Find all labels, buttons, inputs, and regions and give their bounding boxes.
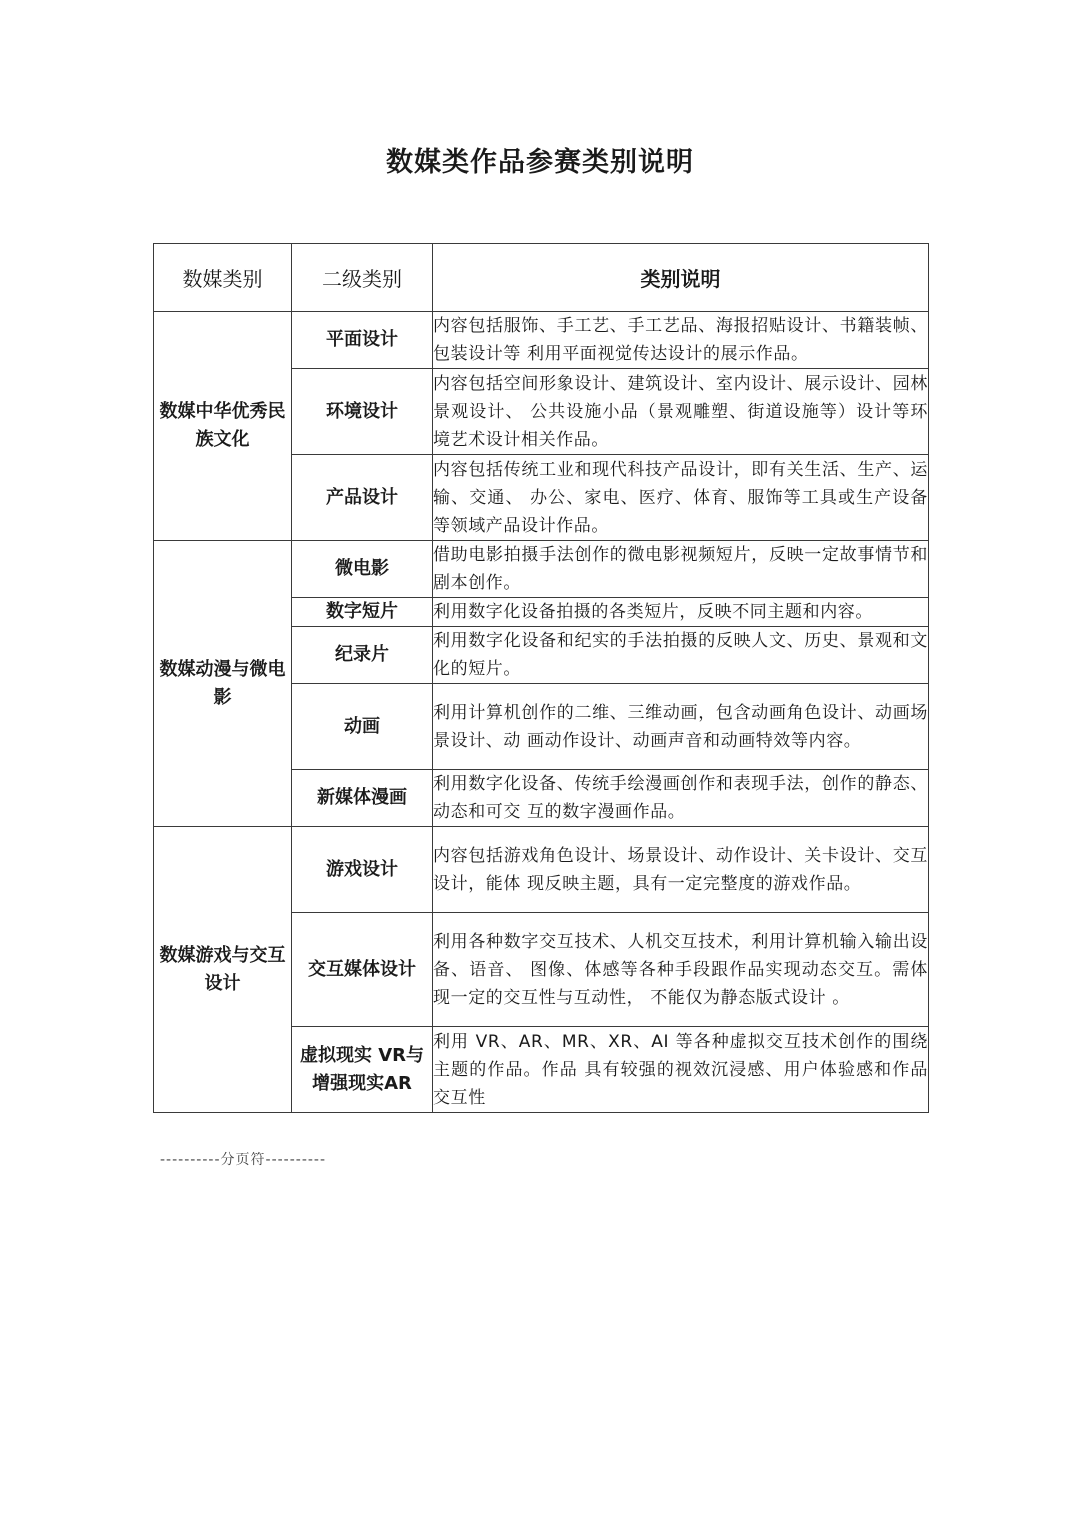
description-cell: 借助电影拍摄手法创作的微电影视频短片，反映一定故事情节和剧本创作。 [433,541,929,598]
header-description: 类别说明 [433,244,929,312]
document-title: 数媒类作品参赛类别说明 [386,147,694,178]
description-cell: 内容包括服饰、手工艺、手工艺品、海报招贴设计、书籍装帧、包装设计等 利用平面视觉传达设计的展示作品。 [433,312,929,369]
primary-category-cell: 数媒动漫与微电影 [154,541,292,827]
secondary-category-cell: 微电影 [292,541,433,598]
secondary-category-cell: 新媒体漫画 [292,770,433,827]
secondary-category-cell: 动画 [292,684,433,770]
secondary-category-cell: 产品设计 [292,455,433,541]
description-cell: 利用数字化设备和纪实的手法拍摄的反映人文、历史、景观和文化的短片。 [433,627,929,684]
secondary-category-cell: 游戏设计 [292,827,433,913]
table-header-row [154,244,929,312]
secondary-category-cell: 虚拟现实 VR与增强现实AR [292,1027,433,1113]
description-cell: 利用各种数字交互技术、人机交互技术，利用计算机输入输出设备、语音、 图像、体感等各种手段跟作品实现动态交互。需体现一定的交互性与互动性， 不能仅为静态版式设计 。 [433,913,929,1027]
header-primary-category: 数媒类别 [154,244,292,312]
table-row [154,312,929,369]
secondary-category-cell: 纪录片 [292,627,433,684]
primary-category-cell: 数媒游戏与交互设计 [154,827,292,1113]
category-table [153,243,929,1113]
secondary-category-cell: 交互媒体设计 [292,913,433,1027]
table-row [154,541,929,598]
description-cell: 内容包括空间形象设计、建筑设计、室内设计、展示设计、园林景观设计、 公共设施小品（景观雕塑、街道设施等）设计等环境艺术设计相关作品。 [433,369,929,455]
secondary-category-cell: 平面设计 [292,312,433,369]
description-cell: 内容包括传统工业和现代科技产品设计，即有关生活、生产、运输、交通、 办公、家电、医疗、体育、服饰等工具或生产设备等领域产品设计作品。 [433,455,929,541]
header-secondary-category: 二级类别 [292,244,433,312]
table-row [154,827,929,913]
description-cell: 内容包括游戏角色设计、场景设计、动作设计、关卡设计、交互设计，能体 现反映主题，具有一定完整度的游戏作品。 [433,827,929,913]
description-cell: 利用计算机创作的二维、三维动画，包含动画角色设计、动画场景设计、动 画动作设计、动画声音和动画特效等内容。 [433,684,929,770]
primary-category-cell: 数媒中华优秀民族文化 [154,312,292,541]
page-break-marker: ----------分页符---------- [160,1152,327,1168]
description-cell: 利用数字化设备、传统手绘漫画创作和表现手法，创作的静态、动态和可交 互的数字漫画作品。 [433,770,929,827]
secondary-category-cell: 数字短片 [292,598,433,627]
description-cell: 利用 VR、AR、MR、XR、AI 等各种虚拟交互技术创作的围绕主题的作品。作品 具有较强的视效沉浸感、用户体验感和作品交互性 [433,1027,929,1113]
secondary-category-cell: 环境设计 [292,369,433,455]
description-cell: 利用数字化设备拍摄的各类短片，反映不同主题和内容。 [433,598,929,627]
